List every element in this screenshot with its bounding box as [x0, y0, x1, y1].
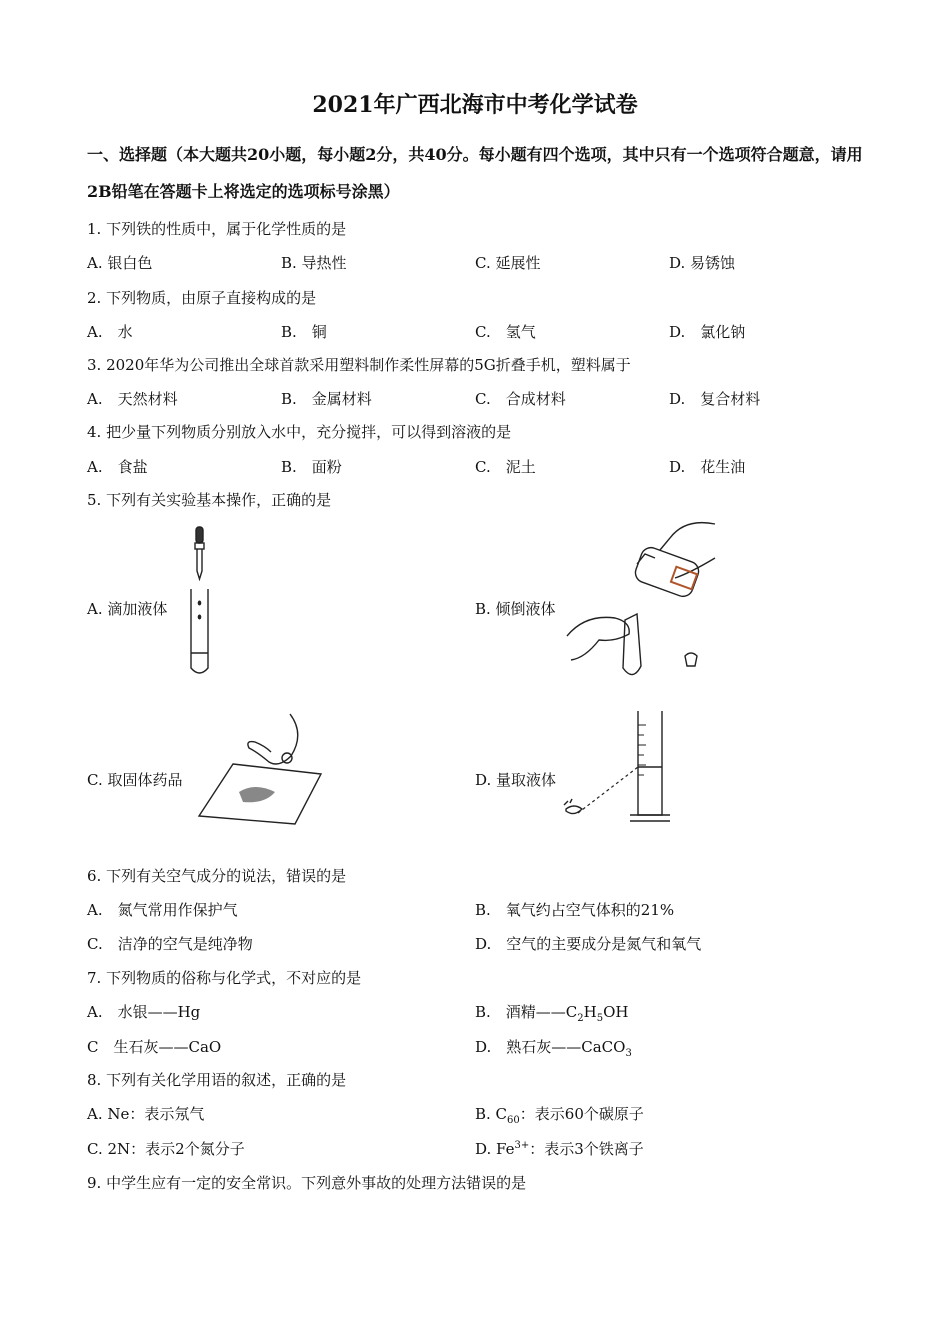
pouring-liquid-figure	[565, 518, 725, 683]
question-2-option-d: D. 氯化钠	[669, 323, 746, 341]
question-2-option-a: A. 水	[87, 323, 133, 341]
question-4-option-b: B. 面粉	[281, 458, 342, 476]
question-8-option-d: D. $Fe^{3+}$：表示3个铁离子	[475, 1140, 644, 1158]
question-3-option-b: B. 金属材料	[281, 390, 372, 408]
question-5-option-a: A. 滴加液体	[87, 600, 168, 618]
question-3-option-d: D. 复合材料	[669, 390, 761, 408]
question-1-option-b: B. 导热性	[281, 254, 347, 272]
question-9-stem: 9. 中学生应有一定的安全常识。下列意外事故的处理方法错误的是	[87, 1174, 527, 1192]
question-4-option-d: D. 花生油	[669, 458, 746, 476]
question-5-option-c: C. 取固体药品	[87, 771, 183, 789]
question-3-stem: 3. 2020年华为公司推出全球首款采用塑料制作柔性屏幕的5G折叠手机，塑料属于	[87, 356, 631, 374]
question-2-option-b: B. 铜	[281, 323, 327, 341]
question-7-option-b: B. 酒精$——C_2H_5OH$	[475, 1003, 629, 1024]
question-1-option-d: D. 易锈蚀	[669, 254, 736, 272]
question-5-option-b: B. 倾倒液体	[475, 600, 556, 618]
question-5-stem: 5. 下列有关实验基本操作，正确的是	[87, 491, 332, 509]
question-7-option-c: C 生石灰——CaO	[87, 1038, 222, 1056]
question-2-stem: 2. 下列物质，由原子直接构成的是	[87, 289, 317, 307]
question-6-option-a: A. 氮气常用作保护气	[87, 901, 238, 919]
question-3-option-a: A. 天然材料	[87, 390, 178, 408]
question-6-option-c: C. 洁净的空气是纯净物	[87, 935, 253, 953]
question-3-option-c: C. 合成材料	[475, 390, 566, 408]
question-7-stem: 7. 下列物质的俗称与化学式，不对应的是	[87, 969, 362, 987]
question-2-option-c: C. 氢气	[475, 323, 536, 341]
question-1-stem: 1. 下列铁的性质中，属于化学性质的是	[87, 220, 347, 238]
question-7-option-a: A. 水银——Hg	[87, 1003, 201, 1021]
question-7-option-d: D. 熟石灰——CaCO$_3$	[475, 1038, 632, 1059]
question-8-option-c: C. 2N：表示2个氮分子	[87, 1140, 245, 1158]
question-6-stem: 6. 下列有关空气成分的说法，错误的是	[87, 867, 347, 885]
question-6-option-b: B. 氧气约占空气体积的21%	[475, 901, 675, 919]
question-1-option-a: A. 银白色	[87, 254, 153, 272]
question-4-stem: 4. 把少量下列物质分别放入水中，充分搅拌，可以得到溶液的是	[87, 423, 512, 441]
question-5-option-d: D. 量取液体	[475, 771, 557, 789]
page-title: 2021年广西北海市中考化学试卷	[312, 92, 638, 118]
graduated-cylinder-figure	[560, 705, 680, 830]
section-heading: 一、选择题（本大题共20小题，每小题2分，共40分。每小题有四个选项，其中只有一个选项符合题意，请用2B铅笔在答题卡上将选定的选项标号涂黑）	[87, 145, 863, 201]
question-1-option-c: C. 延展性	[475, 254, 541, 272]
dropper-test-tube-figure	[180, 525, 220, 680]
question-4-option-c: C. 泥土	[475, 458, 536, 476]
question-8-option-a: A. Ne：表示氖气	[87, 1105, 205, 1123]
solid-reagent-figure	[195, 712, 325, 827]
question-8-option-b: B. $C_{60}$：表示60个碳原子	[475, 1105, 644, 1126]
question-8-stem: 8. 下列有关化学用语的叙述，正确的是	[87, 1071, 347, 1089]
question-6-option-d: D. 空气的主要成分是氮气和氧气	[475, 935, 702, 953]
question-4-option-a: A. 食盐	[87, 458, 148, 476]
